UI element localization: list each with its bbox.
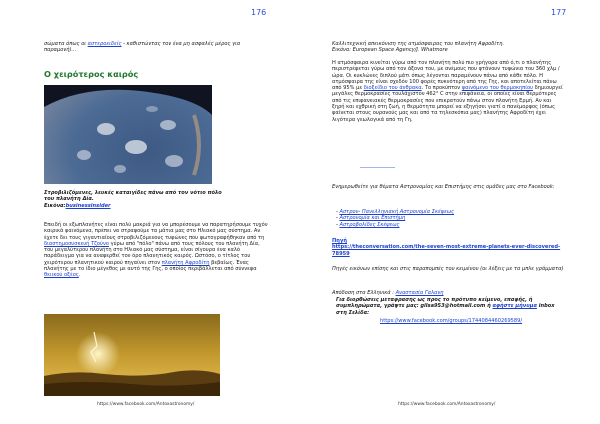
page-footer: https://www.facebook.com/Antoxastronomy/ bbox=[398, 402, 496, 407]
page-footer: https://www.facebook.com/Antoxastronomy/ bbox=[97, 402, 195, 407]
greenhouse-effect-link[interactable]: φαινόμενο του θερμοκηπίου bbox=[461, 85, 534, 92]
group-link[interactable]: Αστροβολίδες Σκέψεως bbox=[339, 221, 400, 228]
facebook-groups-list: - Αστρον- Πανελληνιακή Αστρονομία Σκέψεως - Αστρονομία και Επιστήμη - Αστροβολίδες Σκέψεως bbox=[336, 209, 455, 228]
right-page bbox=[300, 0, 600, 424]
page-number: 177 bbox=[551, 8, 567, 17]
section-heading: Ο χειρότερος καιρός bbox=[44, 69, 139, 79]
group-link[interactable]: Αστρονομία και Επιστήμη bbox=[339, 215, 406, 222]
facebook-group-link[interactable]: https://www.facebook.com/groups/1744084460269589/ bbox=[380, 318, 523, 324]
group-link[interactable]: Αστρον- Πανελληνιακή Αστρονομία Σκέψεως bbox=[339, 209, 455, 215]
source-label: Πηγή bbox=[332, 238, 347, 244]
intro-text: σώματα όπως οι αστεροειδείς - καθιστώντας τον ένα μη ασφαλές μέρος για παραμονή)... bbox=[44, 41, 241, 54]
sulfuric-acid-link[interactable]: θειικού οξέος bbox=[44, 272, 79, 279]
photo-caption: Καλλιτεχνική απεικόνιση της ατμόσφαιρας του πλανήτη Αφροδίτη. Εικόνα: European Space Agency/J. Whatmore bbox=[332, 41, 505, 54]
caption-source-link[interactable]: businessinsider bbox=[65, 202, 111, 209]
asteroids-link[interactable]: αστεροειδείς bbox=[87, 41, 122, 47]
section-divider: ___________ bbox=[360, 161, 396, 168]
body-paragraph: Η ατμόσφαιρα κινείται γύρω από τον πλανήτη πολύ πιο γρήγορα από ό,τι ο πλανήτης περιστρέφεται γύρω από τον άξονα του, με ανέμους που φτάνουν τυφώνια του 360 χλμ / ώρα. Οι κυκλώνες διπλού μάτι όπως λέγονται παραμένουν πάνω από κάθε πόλο. Η ατμόσφαιρα της είναι σχεδόν 100 φορές πυκνότερη από της Γης, και αποτελείται πάνω από 95% με διοξείδιο του άνθρακα. Το προκύπτον φαινόμενο του θερμοκηπίου δημιουργεί μεγάλες θερμοκρασίες τουλάχιστον 462° C στην επιφάνεια, οι οποίες είναι θερμότερες από τις επιφανειακές θερμοκρασίες που επικρατούν πάνω στον πλανήτη Ερμή. Αν και ξηρή και εχθρική στη ζωή, η θερμότητα μπορεί να εξηγήσει γιατί ο πανέμορφος (όπως φαίνεται στους ουρανούς μας και από τα τηλεσκόπια μας) πλανήτης Αφροδίτη έχει λιγότερα γεωλογικά από τη Γη. bbox=[332, 60, 563, 123]
jupiter-storms-photo bbox=[44, 85, 212, 184]
facebook-group-url bbox=[380, 318, 580, 324]
carbon-dioxide-link[interactable]: διοξείδιο του άνθρακα bbox=[363, 85, 422, 92]
source-block bbox=[332, 238, 564, 257]
translator-link[interactable]: Αναστασία Γαλανη bbox=[395, 290, 444, 296]
venus-link[interactable]: πλανήτη Αφροδίτη bbox=[161, 259, 210, 266]
juno-link[interactable]: διαστημοσυσκευή Τζούνο bbox=[44, 240, 109, 247]
source-url-link[interactable]: https://theconversation.com/the-seven-most-extreme-planets-ever-discovered-78959 bbox=[332, 244, 561, 257]
image-sources-note: Πηγές εικόνων επίσης και στις παραπομπές του κειμένου (οι λέξεις με τα μπλε γράμματα) bbox=[332, 266, 564, 272]
photo-caption: Στροβιλιζόμενες, λευκές καταιγίδες πάνω από τον νότιο πόλο του πλανήτη Δία. Εικόνα:businessinsider bbox=[44, 190, 222, 209]
page-number: 176 bbox=[251, 8, 267, 17]
venus-surface-photo bbox=[44, 314, 220, 396]
facebook-groups-intro: Ενημερωθείτε για θέματα Αστρονομίας και Επιστήμης στις ομάδες μας στο Facebook: bbox=[332, 184, 555, 190]
body-paragraph: Επειδή οι εξωπλανήτες είναι πολύ μακριά για να μπορέσουμε να παρατηρήσουμε τυχόν καιρικά φαινόμενα, πρέπει να στραφούμε τα μάτια μας στο Ηλιακό μας σύστημα. Αν έχετε δει τους γιγαντιαίους στροβιλιζόμενους τυφώνες που φωτογραφήθηκαν από τη διαστημοσυσκευή Τζούνο γύρω από "πόλο" πάνω από τους πόλους του πλανήτη Δία, του μεγαλύτερου πλανήτη στο Ηλιακό μας σύστημα, είναι σίγουρα ένα καλό παράδειγμα για να αναφερθεί τον όρο πλανητικός καιρός. Ωστόσο, ο τίτλος του χειρότερου πλανητικού καιρού πηγαίνει στον πλανήτη Αφροδίτη βεβαίως. Ένας πλανήτης με το ίδιο μέγεθος με αυτό της Γης, ο οποίος περιβάλλεται από σύννεφα θειικού οξέος. bbox=[44, 222, 268, 279]
translation-credit: Απόδοση στα Ελληνικά : Αναστασία Γαλανη bbox=[332, 290, 444, 296]
send-message-link[interactable]: αφήστε μήνυμα bbox=[492, 303, 537, 310]
corrections-note: Για διορθώσεις μεταφρασης ως προς το πρότυπο κείμενο, επαφής, ή συμπληρώματα, γράψτε μας: gilsa953@hotmail.com ή αφήστε μήνυμα inbox στη Σελίδα: bbox=[336, 297, 555, 316]
